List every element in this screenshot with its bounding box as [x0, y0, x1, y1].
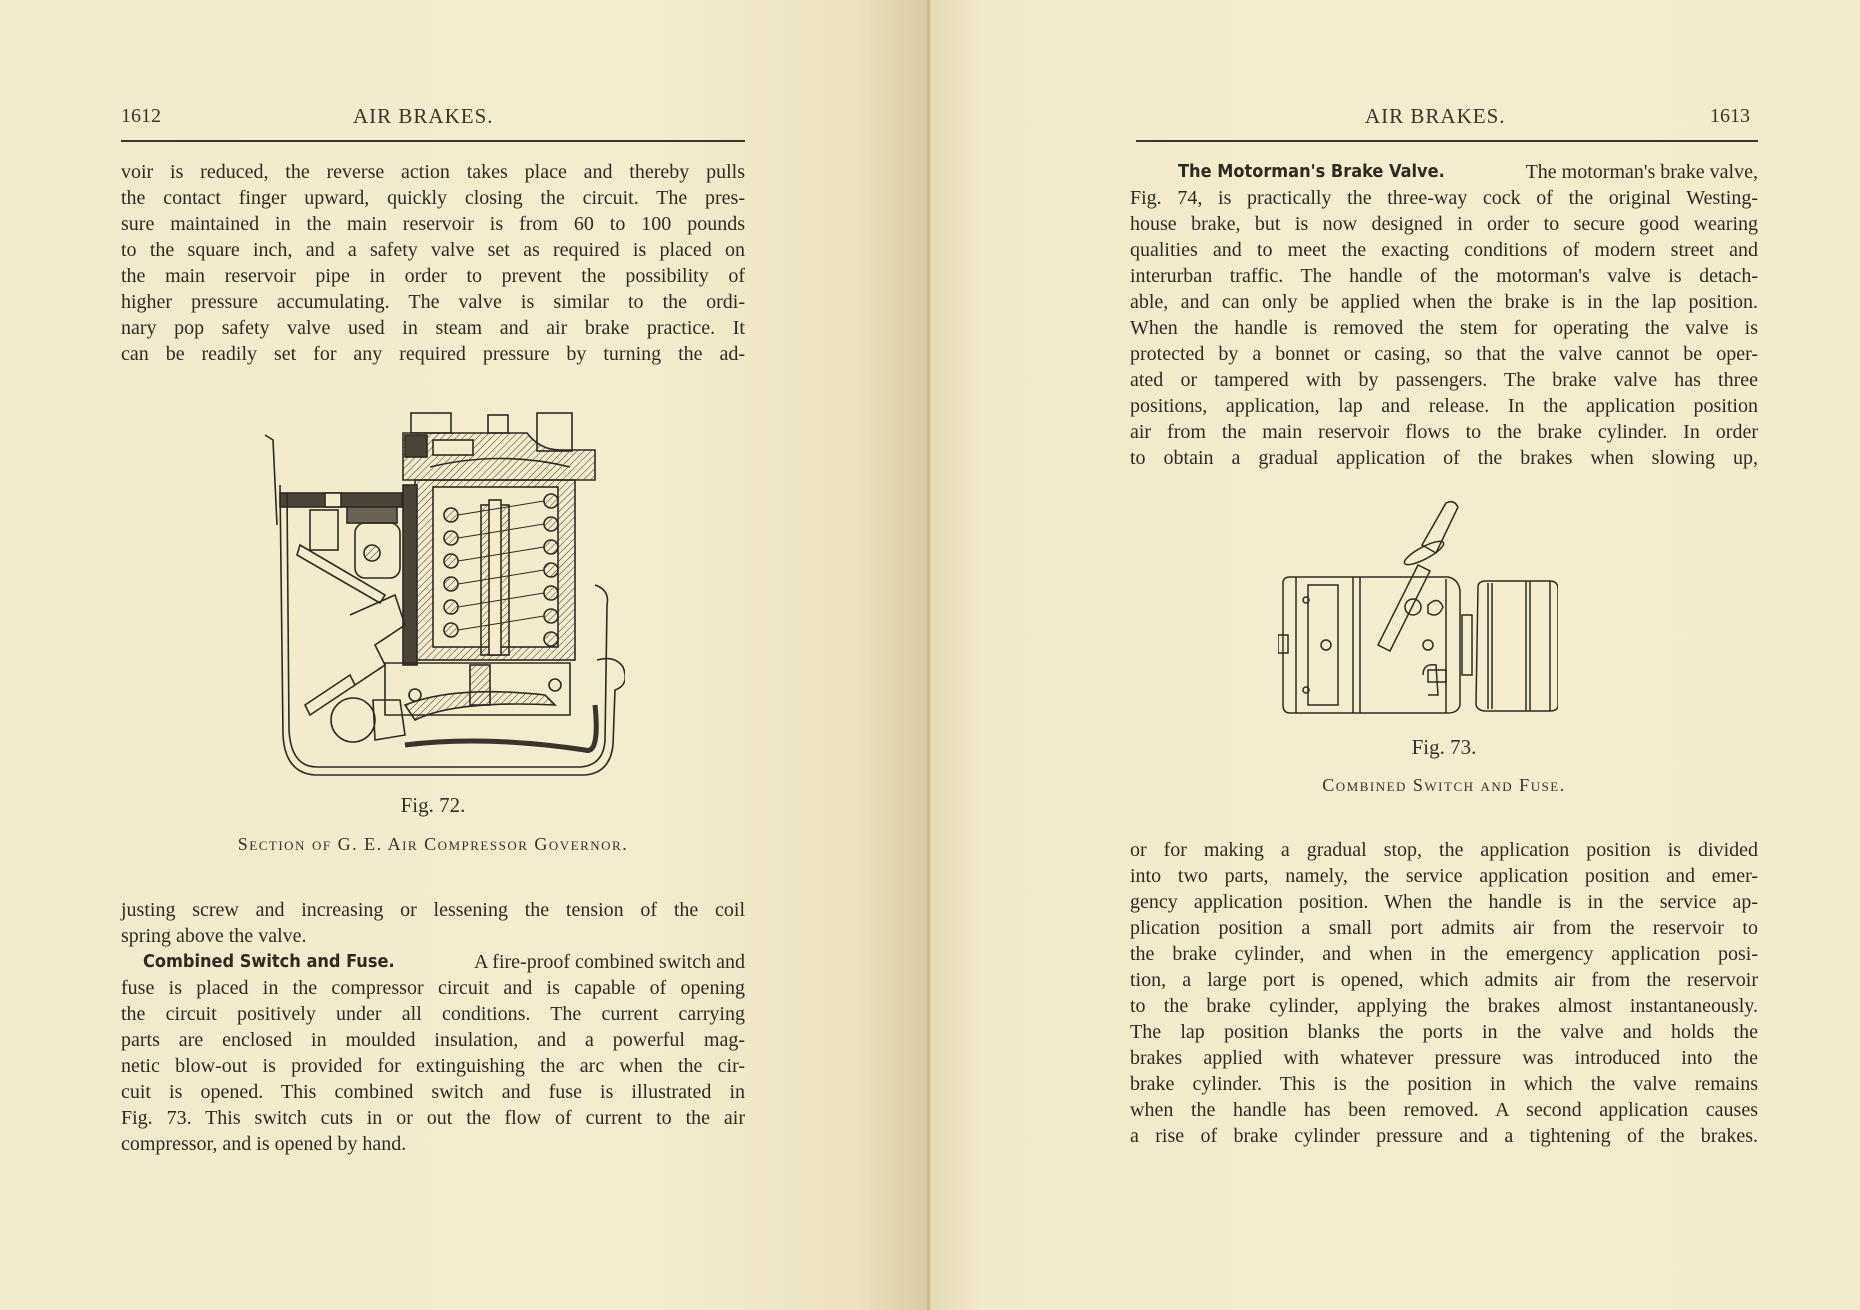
text-line: house brake, but is now designed in order to secure good wearing: [1130, 213, 1758, 235]
text-line: nary pop safety valve used in steam and air brake practice. It: [121, 317, 745, 339]
text-line: Fig. 73. This switch cuts in or out the flow of current to the air: [121, 1107, 745, 1129]
section-heading: Combined Switch and Fuse.: [143, 951, 395, 972]
section-heading-line: [121, 950, 745, 974]
text-line: brake cylinder. This is the position in which the valve remains: [1130, 1073, 1758, 1095]
section-first-line: A fire-proof combined switch and: [473, 951, 745, 973]
text-line: the main reservoir pipe in order to prevent the possibility of: [121, 265, 745, 287]
text-line: The lap position blanks the ports in the valve and holds the: [1130, 1021, 1758, 1043]
text-line: when the handle has been removed. A second application causes: [1130, 1099, 1758, 1121]
text-line: tion, a large port is opened, which admits air from the reservoir: [1130, 969, 1758, 991]
left-page: [0, 0, 928, 1310]
figure-73-caption: Combined Switch and Fuse.: [1322, 775, 1566, 795]
text-line: interurban traffic. The handle of the motorman's valve is detach-: [1130, 265, 1758, 287]
running-head: AIR BRAKES.: [1365, 104, 1506, 128]
text-line: the contact finger upward, quickly closing the circuit. The pres-: [121, 187, 745, 209]
text-line: to the brake cylinder, applying the brakes almost instantaneously.: [1130, 995, 1758, 1017]
text-line: sure maintained in the main reservoir is from 60 to 100 pounds: [121, 213, 745, 235]
text-line: voir is reduced, the reverse action takes place and thereby pulls: [121, 161, 745, 183]
text-line: qualities and to meet the exacting conditions of modern street and: [1130, 239, 1758, 261]
text-line: higher pressure accumulating. The valve is similar to the ordi-: [121, 291, 745, 313]
text-line: brakes applied with whatever pressure was introduced into the: [1130, 1047, 1758, 1069]
text-line: protected by a bonnet or casing, so that the valve cannot be oper-: [1130, 343, 1758, 365]
text-line: to obtain a gradual application of the brakes when slowing up,: [1130, 447, 1758, 469]
page-number: 1613: [1710, 105, 1750, 127]
text-line: can be readily set for any required pressure by turning the ad-: [121, 343, 745, 365]
text-line: into two parts, namely, the service application position and emer-: [1130, 865, 1758, 887]
right-page: [930, 0, 1860, 1310]
text-line: netic blow-out is provided for extinguishing the arc when the cir-: [121, 1055, 745, 1077]
text-line: able, and can only be applied when the brake is in the lap position.: [1130, 291, 1758, 313]
text-line: When the handle is removed the stem for operating the valve is: [1130, 317, 1758, 339]
text-line: positions, application, lap and release. In the application position: [1130, 395, 1758, 417]
text-line: the brake cylinder, and when in the emergency application posi-: [1130, 943, 1758, 965]
text-line: compressor, and is opened by hand.: [121, 1133, 407, 1155]
figure-72-caption: Section of G. E. Air Compressor Governor.: [237, 834, 629, 854]
header-rule: [1136, 140, 1758, 142]
section-heading-line: [1130, 160, 1758, 184]
text-line: gency application position. When the handle is in the service ap-: [1130, 891, 1758, 913]
text-line: spring above the valve.: [121, 925, 307, 947]
text-line: or for making a gradual stop, the application position is divided: [1130, 839, 1758, 861]
text-line: cuit is opened. This combined switch and fuse is illustrated in: [121, 1081, 745, 1103]
text-line: the circuit positively under all conditions. The current carrying: [121, 1003, 745, 1025]
text-line: air from the main reservoir flows to the brake cylinder. In order: [1130, 421, 1758, 443]
text-line: fuse is placed in the compressor circuit and is capable of opening: [121, 977, 745, 999]
figure-72-label: Fig. 72.: [400, 793, 466, 817]
text-line: a rise of brake cylinder pressure and a tightening of the brakes.: [1130, 1125, 1758, 1147]
text-line: to the square inch, and a safety valve set as required is placed on: [121, 239, 745, 261]
figure-73-label: Fig. 73.: [1411, 735, 1477, 759]
text-line: justing screw and increasing or lessening the tension of the coil: [121, 899, 745, 921]
text-line: ated or tampered with by passengers. The brake valve has three: [1130, 369, 1758, 391]
section-first-line: The motorman's brake valve,: [1525, 161, 1758, 183]
running-head: AIR BRAKES.: [353, 104, 494, 128]
header-rule: [121, 140, 745, 142]
text-line: plication position a small port admits air from the reservoir to: [1130, 917, 1758, 939]
combined-switch-fuse-illustration: [1278, 495, 1558, 715]
page-number: 1612: [121, 105, 161, 127]
text-line: Fig. 74, is practically the three-way cock of the original Westing-: [1130, 187, 1758, 209]
compressor-governor-illustration: [255, 405, 625, 785]
text-line: parts are enclosed in moulded insulation, and a powerful mag-: [121, 1029, 745, 1051]
section-heading: The Motorman's Brake Valve.: [1178, 161, 1445, 182]
